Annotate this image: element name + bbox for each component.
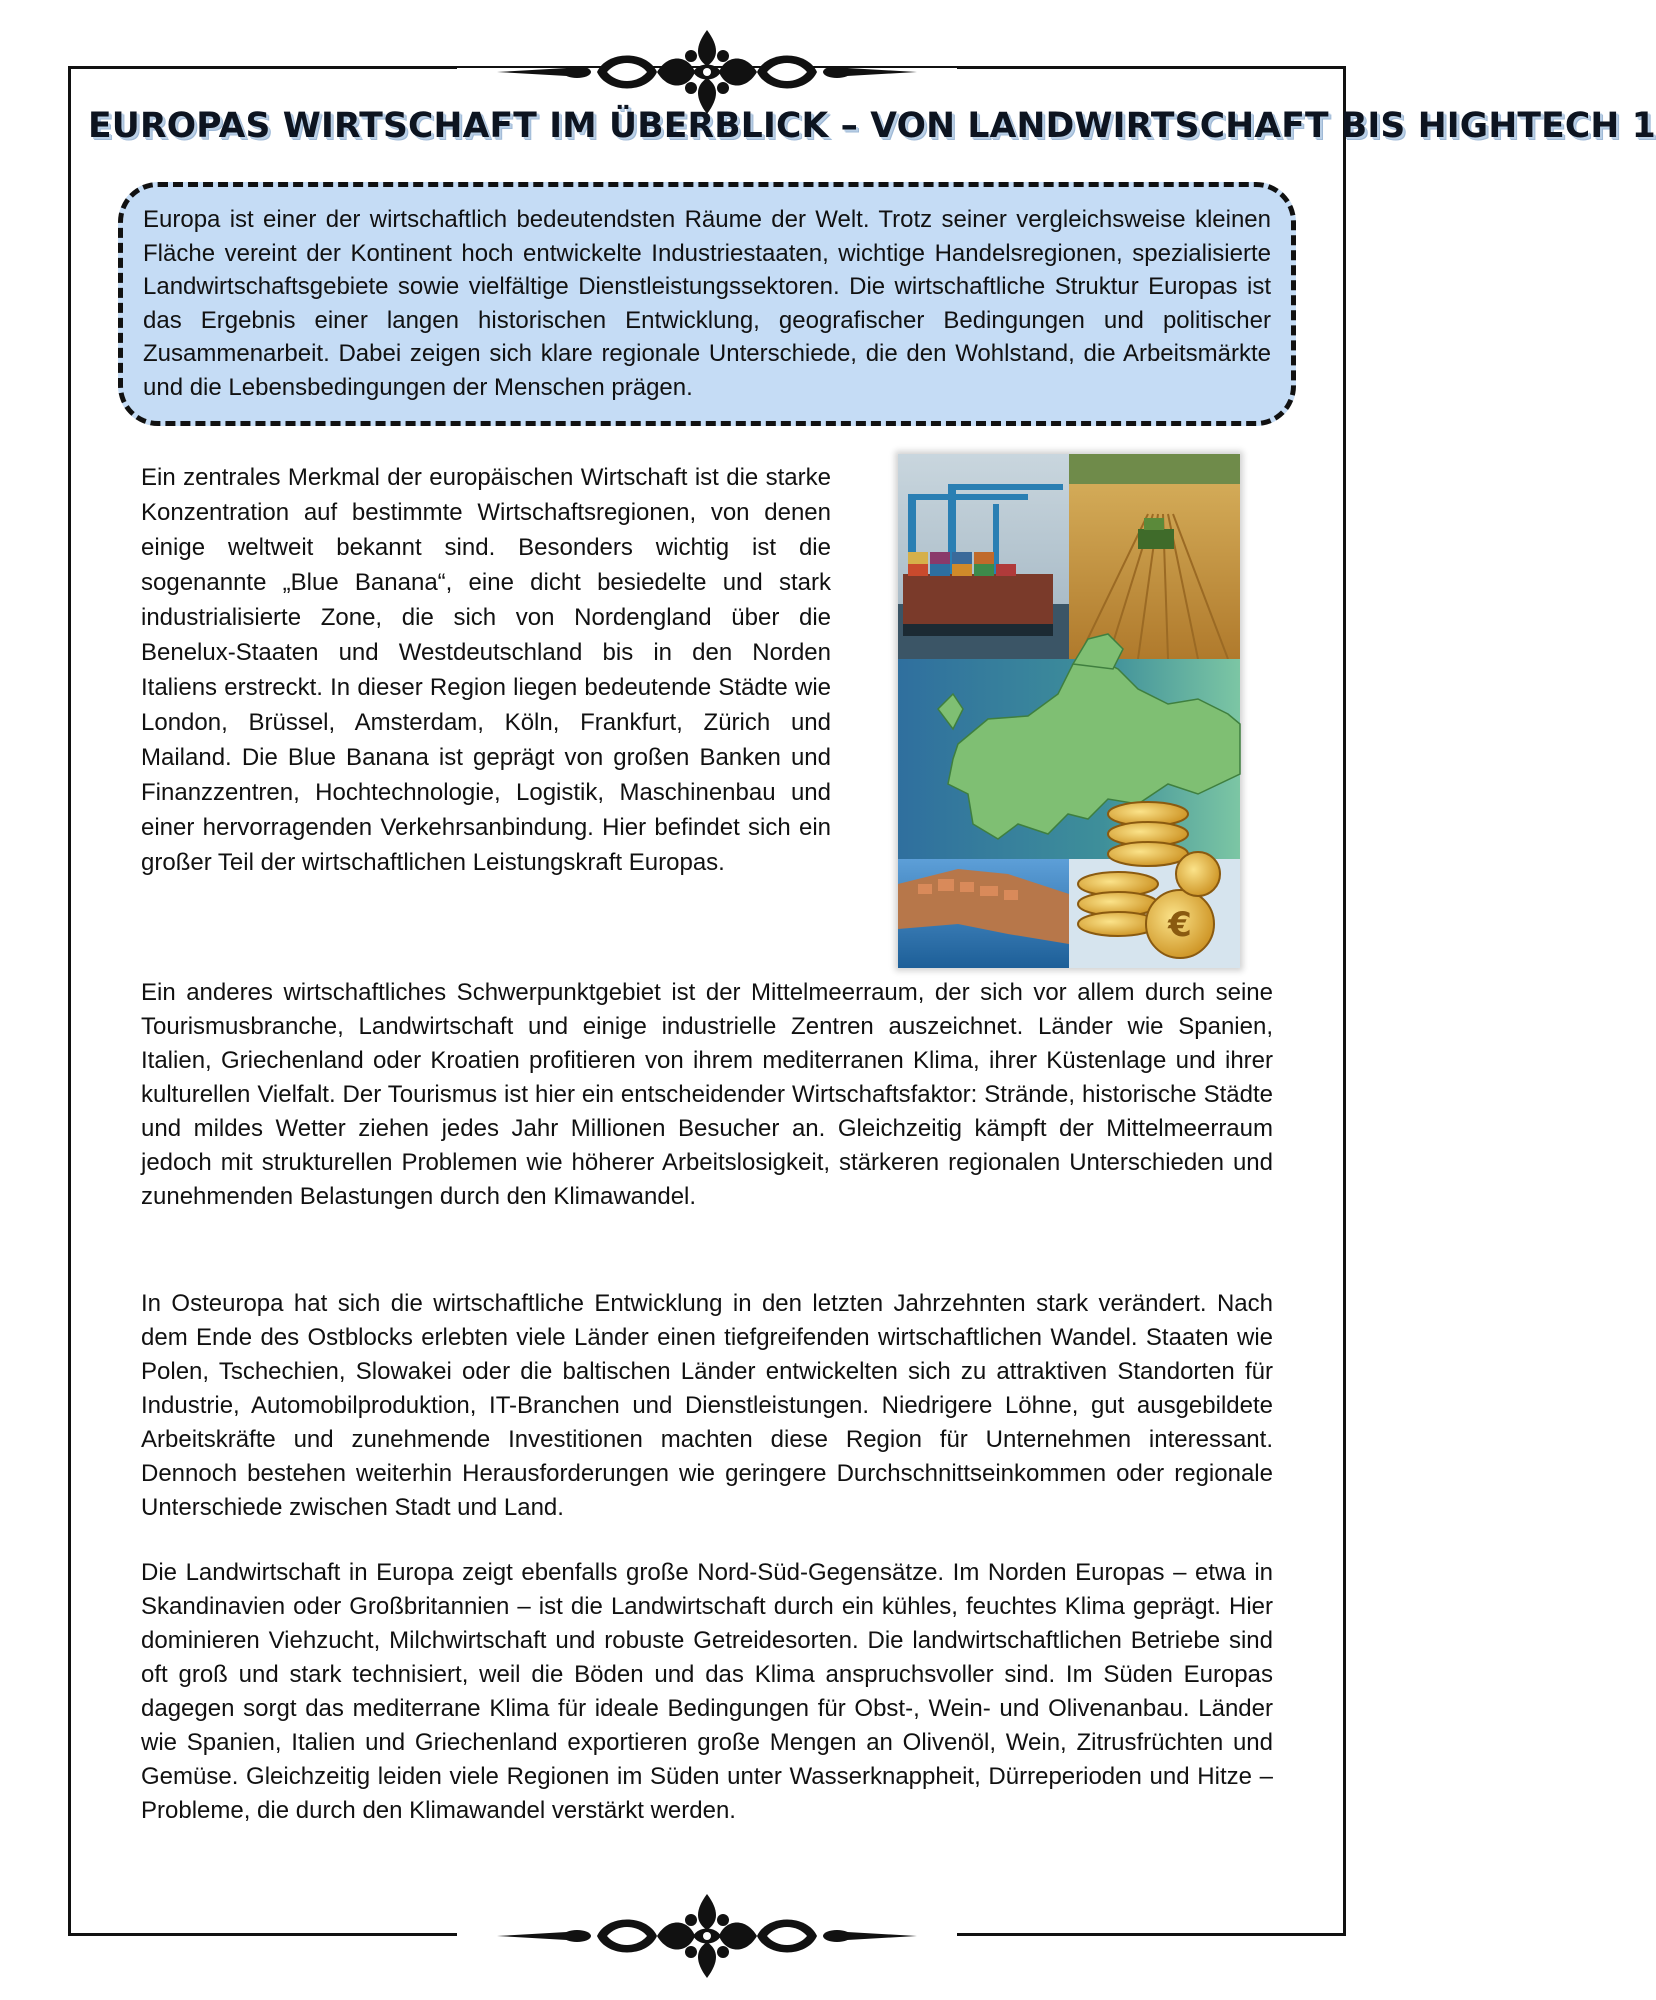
intro-text: Europa ist einer der wirtschaftlich bedeutendsten Räume der Welt. Trotz seiner vergleichsweise kleinen Fläche vereint der Kontinent hoch entwickelte Industriestaaten, wichtige Handelsregionen, spezialisierte Landwirtschaftsgebiete sowie vielfältige Dienstleistungssektoren. Die wirtschaftliche Struktur Europas ist das Ergebnis einer langen historischen Entwicklung, geografischer Bedingungen und politischer Zusammenarbeit. Dabei zeigen sich klare regionale Unterschiede, die den Wohlstand, die Arbeitsmärkte und die Lebensbedingungen der Menschen prägen.	[143, 206, 1271, 401]
page-title: EUROPAS WIRTSCHAFT IM ÜBERBLICK – VON LANDWIRTSCHAFT BIS HIGHTECH 1	[88, 106, 1656, 146]
ornament-top-icon	[457, 16, 957, 116]
svg-text:€: €	[1168, 905, 1192, 945]
paragraph-agriculture: Die Landwirtschaft in Europa zeigt ebenfalls große Nord-Süd-Gegensätze. Im Norden Europas – etwa in Skandinavien oder Großbritannien – ist die Landwirtschaft durch ein kühles, feuchtes Klima geprägt. Hier dominieren Viehzucht, Milchwirtschaft und robuste Getreidesorten. Die landwirtschaftlichen Betriebe sind oft groß und stark technisiert, weil die Böden und das Klima anspruchsvoller sind. Im Süden Europas dagegen sorgt das mediterrane Klima für ideale Bedingungen für Obst-, Wein- und Olivenanbau. Länder wie Spanien, Italien und Griechenland exportieren große Mengen an Olivenöl, Wein, Zitrusfrüchten und Gemüse. Gleichzeitig leiden viele Regionen im Süden unter Wasserknappheit, Dürreperioden und Hitze – Probleme, die durch den Klimawandel verstärkt werden.	[141, 1559, 1273, 1824]
intro-box	[118, 182, 1296, 426]
ornament-bottom-icon	[457, 1880, 957, 1980]
paragraph-eastern-europe: In Osteuropa hat sich die wirtschaftliche Entwicklung in den letzten Jahrzehnten stark verändert. Nach dem Ende des Ostblocks erlebten viele Länder einen tiefgreifenden wirtschaftlichen Wandel. Staaten wie Polen, Tschechien, Slowakei oder die baltischen Länder entwickelten sich zu attraktiven Standorten für Industrie, Automobilproduktion, IT-Branchen und Dienstleistungen. Niedrigere Löhne, gut ausgebildete Arbeitskräfte und zunehmende Investitionen machten diese Region für Unternehmen interessant. Dennoch bestehen weiterhin Herausforderungen wie geringere Durchschnittseinkommen oder regionale Unterschiede zwischen Stadt und Land.	[141, 1290, 1273, 1521]
europe-economy-collage-icon	[898, 454, 1240, 968]
paragraph-mediterranean: Ein anderes wirtschaftliches Schwerpunktgebiet ist der Mittelmeerraum, der sich vor allem durch seine Tourismusbranche, Landwirtschaft und einige industrielle Zentren auszeichnet. Länder wie Spanien, Italien, Griechenland oder Kroatien profitieren von ihrem mediterranen Klima, ihrer Küstenlage und ihrer kulturellen Vielfalt. Der Tourismus ist hier ein entscheidender Wirtschaftsfaktor: Strände, historische Städte und mildes Wetter ziehen jedes Jahr Millionen Besucher an. Gleichzeitig kämpft der Mittelmeerraum jedoch mit strukturellen Problemen wie höherer Arbeitslosigkeit, stärkeren regionalen Unterschieden und zunehmenden Belastungen durch den Klimawandel.	[141, 979, 1273, 1210]
paragraph-blue-banana: Ein zentrales Merkmal der europäischen Wirtschaft ist die starke Konzentration auf bestimmte Wirtschaftsregionen, von denen einige weltweit bekannt sind. Besonders wichtig ist die sogenannte „Blue Banana“, eine dicht besiedelte und stark industrialisierte Zone, die sich von Nordengland über die Benelux-Staaten und Westdeutschland bis in den Norden Italiens erstreckt. In dieser Region liegen bedeutende Städte wie London, Brüssel, Amsterdam, Köln, Frankfurt, Zürich und Mailand. Die Blue Banana ist geprägt von großen Banken und Finanzzentren, Hochtechnologie, Logistik, Maschinenbau und einer hervorragenden Verkehrsanbindung. Hier befindet sich ein großer Teil der wirtschaftlichen Leistungskraft Europas.	[141, 464, 831, 876]
